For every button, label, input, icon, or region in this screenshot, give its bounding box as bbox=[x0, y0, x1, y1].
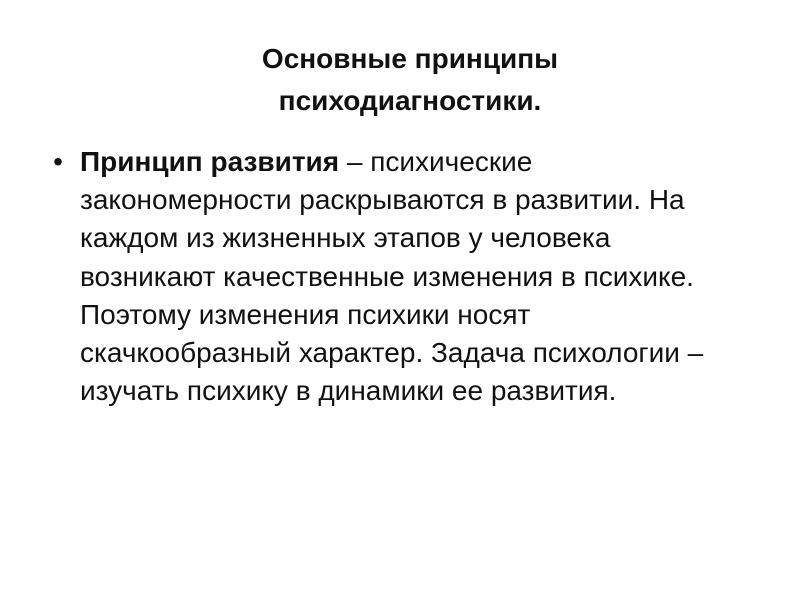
bullet-item bbox=[48, 143, 748, 410]
bullet-text: – психические закономерности раскрываются в развитии. На каждом из жизненных этапов у человека возникают качественные изменения в психике. Поэтому изменения психики носят скачкообразный характер. Задача психологии – изучать психику в динамики ее развития. bbox=[80, 146, 704, 407]
bullet-term: Принцип развития bbox=[80, 146, 340, 177]
bullet-marker: • bbox=[53, 146, 63, 177]
bullet-list bbox=[48, 143, 748, 410]
slide-title: Основные принципы психодиагностики. bbox=[261, 43, 559, 116]
